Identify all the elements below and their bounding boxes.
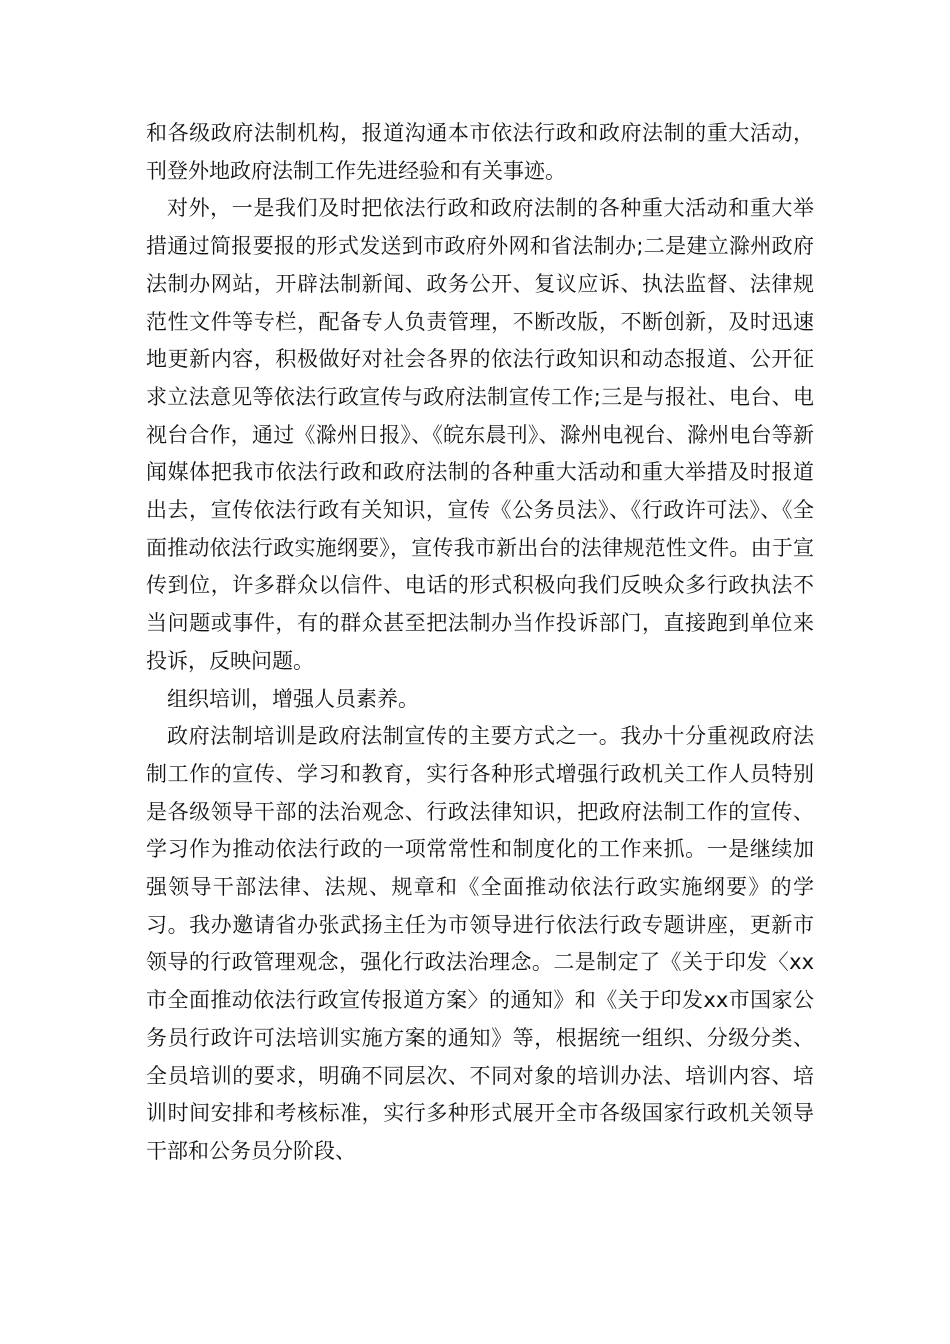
- paragraph-external-publicity: 对外，一是我们及时把依法行政和政府法制的各种重大活动和重大举措通过简报要报的形式发送到市政府外网和省法制办;二是建立滁州政府法制办网站，开辟法制新闻、政务公开、复议应诉、执法监督、法律规范性文件等专栏，配备专人负责管理，不断改版，不断创新，及时迅速地更新内容，积极做好对社会各界的依法行政知识和动态报道、公开征求立法意见等依法行政宣传与政府法制宣传工作;三是与报社、电台、电视台合作，通过《滁州日报》、《皖东晨刊》、滁州电视台、滁州电台等新闻媒体把我市依法行政和政府法制的各种重大活动和重大举措及时报道出去，宣传依法行政有关知识，宣传《公务员法》、《行政许可法》、《全面推动依法行政实施纲要》，宣传我市新出台的法律规范性文件。由于宣传到位，许多群众以信件、电话的形式积极向我们反映众多行政执法不当问题或事件，有的群众甚至把法制办当作投诉部门，直接跑到单位来投诉，反映问题。: [146, 196, 814, 673]
- section-heading-training: 组织培训，增强人员素养。: [167, 686, 419, 711]
- paragraph-training: 政府法制培训是政府法制宣传的主要方式之一。我办十分重视政府法制工作的宣传、学习和教育，实行各种形式增强行政机关工作人员特别是各级领导干部的法治观念、行政法律知识，把政府法制工作的宣传、学习作为推动依法行政的一项常常性和制度化的工作来抓。一是继续加强领导干部法律、法规、规章和《全面推动依法行政实施纲要》的学习。我办邀请省办张武扬主任为市领导进行依法行政专题讲座，更新市领导的行政管理观念，强化行政法治理念。二是制定了《关于印发〈xx市全面推动依法行政宣传报道方案〉的通知》和《关于印发xx市国家公务员行政许可法培训实施方案的通知》等，根据统一组织、分级分类、全员培训的要求，明确不同层次、不同对象的培训办法、培训内容、培训时间安排和考核标准，实行多种形式展开全市各级国家行政机关领导干部和公务员分阶段、: [146, 724, 814, 1163]
- document-body: [146, 115, 814, 1171]
- paragraph-continuation: 和各级政府法制机构，报道沟通本市依法行政和政府法制的重大活动，刊登外地政府法制工作先进经验和有关事迹。: [146, 121, 814, 183]
